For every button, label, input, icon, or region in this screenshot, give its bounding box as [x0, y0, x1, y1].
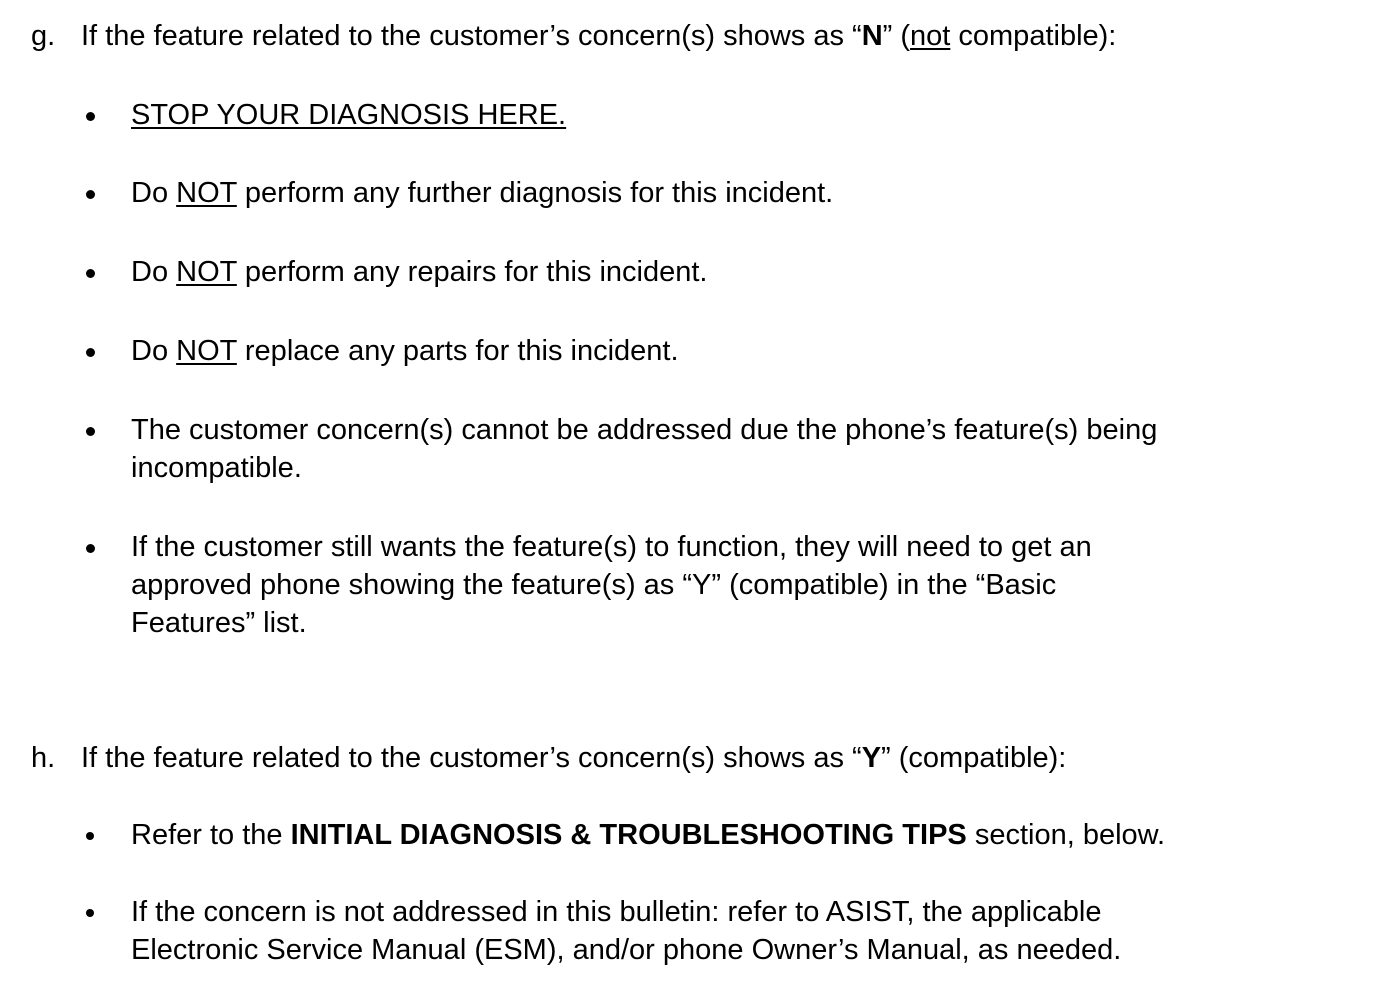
not-underlined: NOT — [176, 177, 237, 209]
bullet-icon — [86, 544, 95, 553]
item-suffix: section, below. — [966, 819, 1166, 851]
intro-mid: ” ( — [882, 20, 911, 52]
not-underlined: NOT — [176, 335, 237, 367]
stop-diagnosis-item — [131, 96, 566, 134]
refer-tips-item — [131, 816, 1165, 854]
section-g-marker: g. — [31, 20, 56, 52]
bullet-icon — [86, 832, 94, 840]
intro-prefix: If the feature related to the customer’s concern(s) shows as “ — [81, 20, 862, 52]
intro-prefix: If the feature related to the customer’s concern(s) shows as “ — [81, 742, 862, 774]
no-parts-item — [131, 332, 679, 370]
refer-asist-line-1: If the concern is not addressed in this bulletin: refer to ASIST, the applicable — [131, 896, 1102, 928]
intro-suffix: ” (compatible): — [881, 742, 1067, 774]
item-prefix: Do — [131, 177, 177, 209]
intro-not-underlined: not — [910, 20, 951, 52]
incompatible-line-2: incompatible. — [131, 452, 302, 484]
no-repairs-item — [131, 253, 708, 291]
bullet-icon — [86, 427, 95, 436]
section-g-intro — [81, 17, 1116, 55]
intro-suffix: compatible): — [950, 20, 1117, 52]
section-h-intro — [81, 739, 1066, 777]
incompatible-item — [131, 411, 1157, 487]
item-prefix: Refer to the — [131, 819, 291, 851]
approved-phone-item — [131, 528, 1092, 642]
bullet-icon — [86, 269, 95, 278]
item-suffix: perform any repairs for this incident. — [236, 256, 708, 288]
refer-asist-line-2: Electronic Service Manual (ESM), and/or phone Owner’s Manual, as needed. — [131, 934, 1122, 966]
intro-bold-n: N — [861, 20, 883, 52]
approved-phone-line-2: approved phone showing the feature(s) as “Y” (compatible) in the “Basic — [131, 569, 1057, 601]
not-underlined: NOT — [176, 256, 237, 288]
troubleshooting-tips-bold: INITIAL DIAGNOSIS & TROUBLESHOOTING TIPS — [290, 819, 967, 851]
item-prefix: Do — [131, 335, 177, 367]
item-prefix: Do — [131, 256, 177, 288]
approved-phone-line-3: Features” list. — [131, 607, 307, 639]
section-h-marker: h. — [31, 742, 56, 774]
incompatible-line-1: The customer concern(s) cannot be addressed due the phone’s feature(s) being — [131, 414, 1158, 446]
no-further-diagnosis-item — [131, 174, 833, 212]
bullet-icon — [86, 112, 95, 121]
approved-phone-line-1: If the customer still wants the feature(s) to function, they will need to get an — [131, 531, 1092, 563]
refer-asist-item — [131, 893, 1121, 969]
item-suffix: perform any further diagnosis for this incident. — [236, 177, 834, 209]
stop-diagnosis-text: STOP YOUR DIAGNOSIS HERE. — [131, 99, 567, 131]
intro-bold-y: Y — [861, 742, 882, 774]
bullet-icon — [86, 190, 95, 199]
item-suffix: replace any parts for this incident. — [236, 335, 679, 367]
bullet-icon — [86, 348, 95, 357]
bullet-icon — [86, 909, 94, 917]
